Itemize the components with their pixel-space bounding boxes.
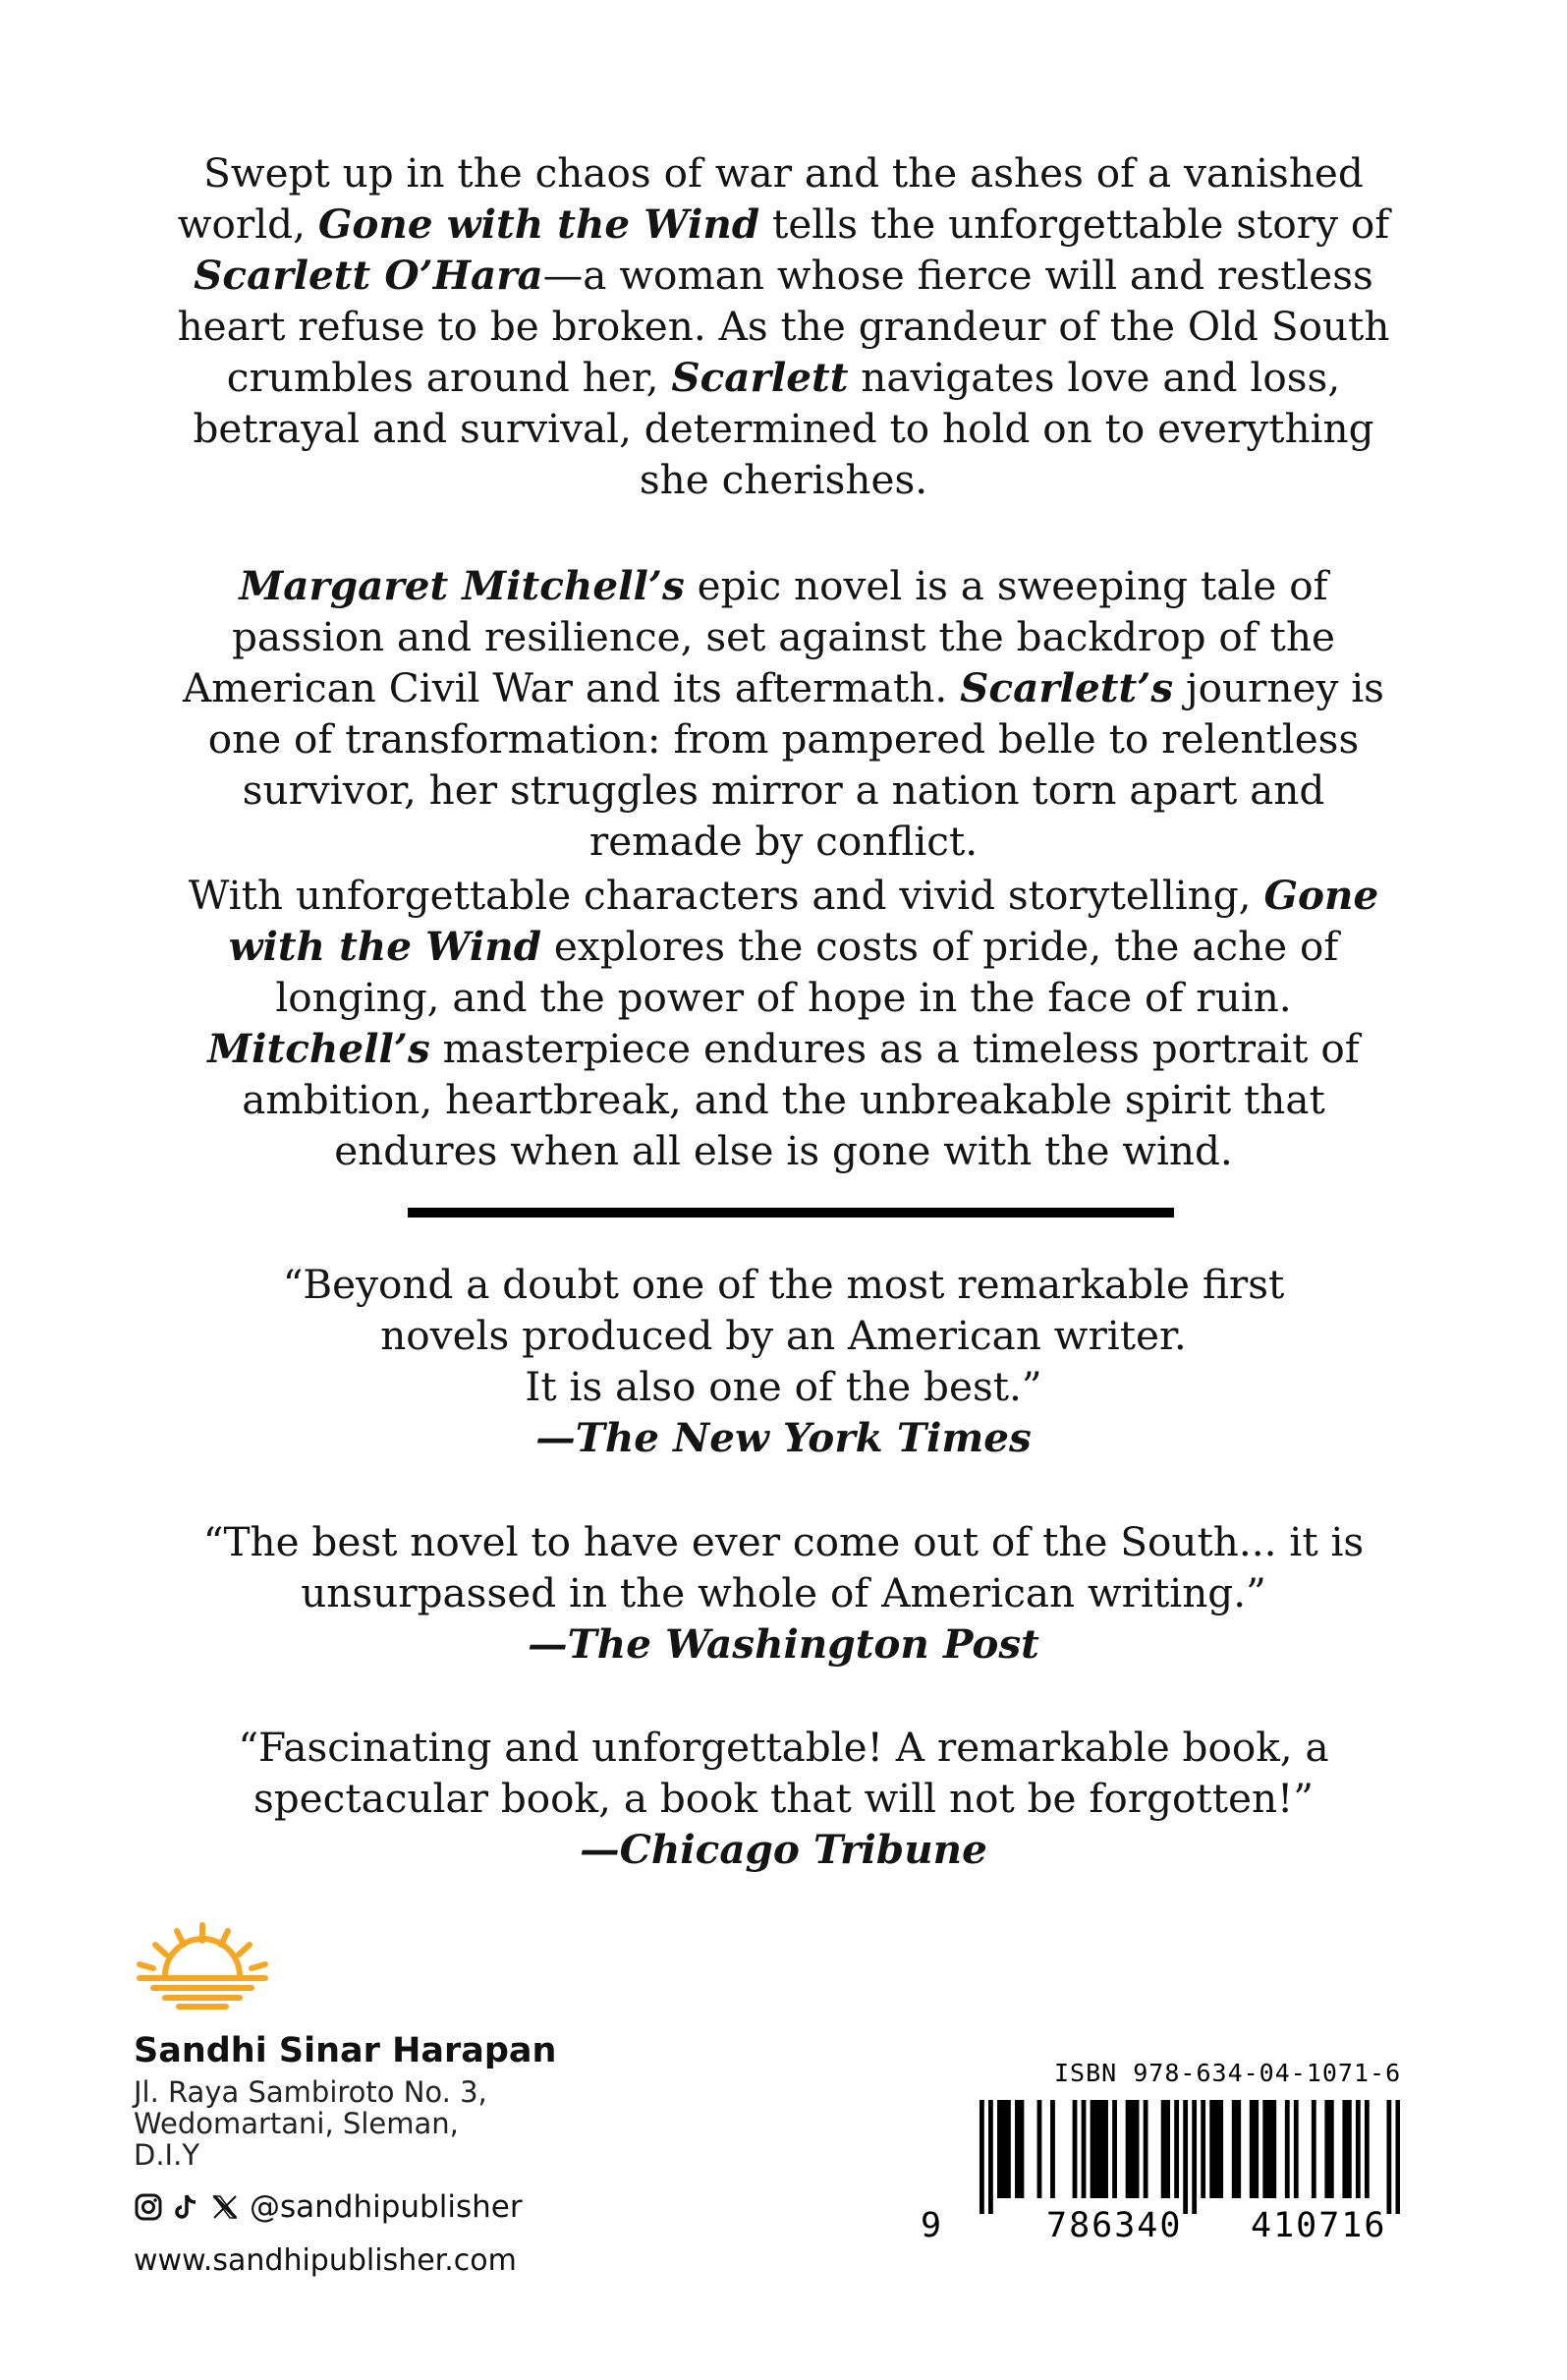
barcode-bars — [979, 2100, 1400, 2214]
barcode-bar — [1091, 2100, 1095, 2198]
barcode-bar — [1144, 2100, 1148, 2198]
quote-line: It is also one of the best.” — [525, 1363, 1042, 1410]
barcode-bar — [1174, 2100, 1179, 2198]
barcode-bar — [1395, 2100, 1400, 2214]
body-text: tells the unforgettable story of — [759, 200, 1390, 248]
barcode-left-digits: 786340 — [1046, 2206, 1183, 2245]
barcode-bar — [997, 2100, 1002, 2198]
barcode-bar — [1271, 2100, 1276, 2198]
emphasis-text: Gone with the Wind — [317, 200, 760, 248]
barcode-bar — [1250, 2100, 1255, 2198]
body-text: masterpiece endures as a timeless portrait of ambition, heartbreak, and the unbreakable spirit that endures when all else is gone with the wind. — [242, 1025, 1360, 1174]
body-text: epic novel is a sweeping tale of passion and resilience, set against the backdrop of the American Civil War and its aftermath. — [183, 562, 1335, 711]
barcode-bar — [1192, 2100, 1197, 2214]
barcode-bar — [1312, 2100, 1316, 2198]
blurb-paragraph-1 — [167, 147, 1400, 505]
body-text: journey is one of transformation: from pampered belle to relentless survivor, her struggles mirror a nation torn apart and remade by conflict. — [207, 664, 1384, 865]
barcode-bar — [1218, 2100, 1223, 2198]
barcode-right-digits: 410716 — [1251, 2206, 1387, 2245]
emphasis-text: Scarlett — [671, 354, 849, 401]
barcode-bar — [1214, 2100, 1219, 2198]
barcode-bar — [1183, 2100, 1188, 2214]
barcode-bar — [979, 2100, 984, 2214]
emphasis-text: Scarlett O’Hara — [194, 252, 543, 299]
emphasis-text: Gone with the Wind — [228, 872, 1379, 970]
social-handle[interactable]: @sandhipublisher — [250, 2189, 523, 2225]
review-quote-3 — [167, 1722, 1400, 1875]
blurb-paragraph-3 — [167, 870, 1400, 1176]
review-quote-2 — [167, 1516, 1400, 1670]
publisher-website[interactable]: www.sandhipublisher.com — [134, 2243, 517, 2278]
barcode-bar — [1232, 2100, 1237, 2198]
barcode-bar — [1342, 2100, 1347, 2198]
emphasis-text: Mitchell’s — [207, 1025, 430, 1072]
barcode-bar — [1267, 2100, 1272, 2198]
body-text: explores the costs of pride, the ache of longing, and the power of hope in the face of ruin. — [275, 923, 1339, 1021]
barcode-bar — [1082, 2100, 1087, 2198]
barcode-first-digit: 9 — [921, 2206, 942, 2245]
barcode-bar — [1329, 2100, 1334, 2198]
address-line: Wedomartani, Sleman, — [134, 2107, 459, 2140]
barcode-bar — [1365, 2100, 1370, 2198]
barcode-bar — [1236, 2100, 1241, 2198]
barcode-bar — [1165, 2100, 1170, 2198]
emphasis-text: Margaret Mitchell’s — [239, 562, 685, 609]
tiktok-icon[interactable] — [173, 2192, 200, 2222]
quote-line: “The best novel to have ever come out of the South... it is — [202, 1518, 1365, 1565]
barcode-bar — [1099, 2100, 1104, 2198]
body-text: —a woman whose fierce will and restless heart refuse to be broken. As the grandeur of the Old South crumbles around her, — [177, 252, 1390, 401]
barcode-bar — [1294, 2100, 1299, 2198]
body-text: navigates love and loss, betrayal and survival, determined to hold on to everything she cherishes. — [193, 354, 1374, 503]
address-line: D.I.Y — [134, 2138, 200, 2172]
instagram-icon[interactable] — [134, 2192, 163, 2222]
isbn-label: ISBN 978-634-04-1071-6 — [1054, 2059, 1402, 2087]
sunrise-logo-icon — [134, 1921, 271, 2010]
barcode-bar — [1050, 2100, 1055, 2198]
body-text: Swept up in the chaos of war and the ashes of a vanished world, — [177, 149, 1364, 248]
blurb-paragraph-2 — [167, 560, 1400, 867]
barcode-bar — [1201, 2100, 1205, 2198]
barcode-bar — [1112, 2100, 1117, 2198]
barcode-bar — [1386, 2100, 1391, 2214]
barcode-bar — [1126, 2100, 1131, 2198]
quote-line: “Beyond a doubt one of the most remarkable first — [282, 1261, 1285, 1308]
barcode-bar — [988, 2100, 993, 2214]
barcode-bar — [1073, 2100, 1078, 2198]
barcode-bar — [1254, 2100, 1259, 2198]
divider-rule — [408, 1208, 1174, 1218]
barcode-bar — [1262, 2100, 1267, 2198]
review-quote-1 — [167, 1259, 1400, 1463]
barcode-bar — [1161, 2100, 1166, 2198]
social-row — [134, 2189, 523, 2225]
barcode-bar — [1002, 2100, 1007, 2198]
barcode-bar — [1347, 2100, 1352, 2198]
isbn-barcode — [909, 2059, 1459, 2270]
quote-line: unsurpassed in the whole of American writing.” — [301, 1569, 1266, 1616]
barcode-bar — [1209, 2100, 1214, 2198]
barcode-bar — [1094, 2100, 1099, 2198]
quote-line: “Fascinating and unforgettable! A remarkable book, a — [238, 1724, 1329, 1771]
barcode-bar — [1015, 2100, 1020, 2198]
barcode-bar — [1130, 2100, 1135, 2198]
barcode-bar — [1324, 2100, 1329, 2198]
barcode-bar — [1020, 2100, 1025, 2198]
publisher-name: Sandhi Sinar Harapan — [134, 2031, 557, 2070]
quote-source: —The Washington Post — [528, 1620, 1039, 1668]
address-line: Jl. Raya Sambiroto No. 3, — [134, 2075, 487, 2109]
emphasis-text: Scarlett’s — [960, 664, 1174, 711]
barcode-bar — [1285, 2100, 1290, 2198]
quote-source: —Chicago Tribune — [580, 1826, 987, 1873]
x-icon[interactable] — [210, 2192, 240, 2222]
barcode-bar — [1135, 2100, 1140, 2198]
barcode-bar — [1356, 2100, 1361, 2198]
quote-source: —The New York Times — [535, 1414, 1032, 1461]
publisher-address — [134, 2076, 487, 2171]
body-text: With unforgettable characters and vivid storytelling, — [188, 872, 1264, 919]
barcode-bar — [1006, 2100, 1011, 2198]
barcode-bar — [1037, 2100, 1042, 2198]
quote-line: novels produced by an American writer. — [380, 1312, 1187, 1359]
barcode-bar — [1103, 2100, 1108, 2198]
quote-line: spectacular book, a book that will not be forgotten!” — [252, 1775, 1315, 1822]
